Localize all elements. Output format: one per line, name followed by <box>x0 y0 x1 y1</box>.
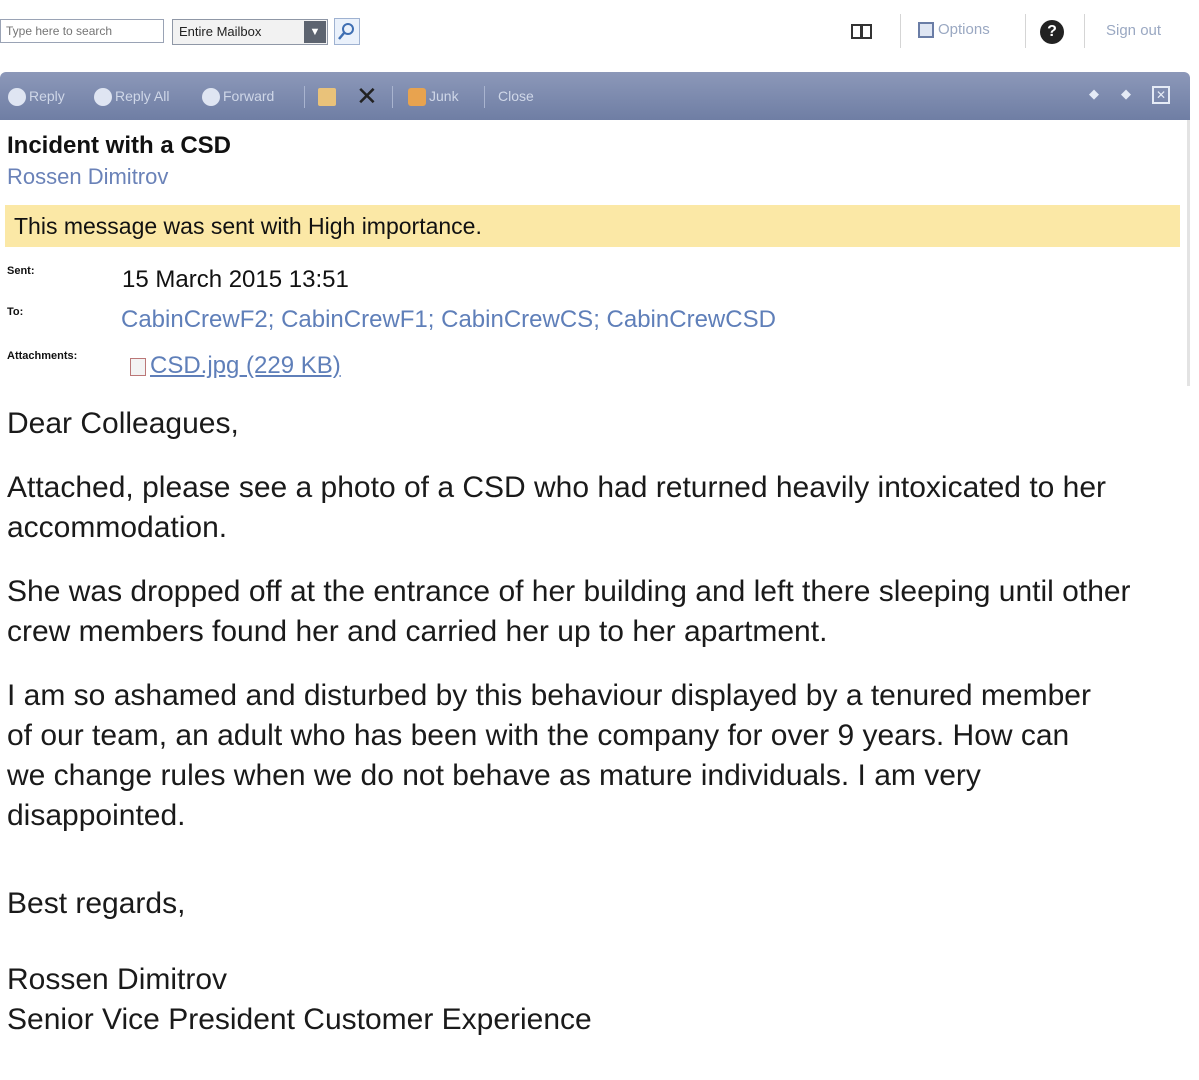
address-book-icon[interactable] <box>850 22 874 42</box>
reply-all-button[interactable] <box>94 84 169 108</box>
image-file-icon <box>130 358 146 376</box>
sent-value: 15 March 2015 13:51 <box>122 266 349 293</box>
message-sender[interactable]: Rossen Dimitrov <box>7 164 169 189</box>
divider <box>1084 14 1085 48</box>
divider <box>484 86 485 108</box>
junk-button[interactable] <box>408 84 459 108</box>
search-button[interactable] <box>334 18 360 45</box>
recipient-separator: ; <box>593 306 607 333</box>
search-scope-select[interactable] <box>172 19 328 45</box>
junk-icon <box>408 88 426 106</box>
close-label: Close <box>498 88 534 104</box>
attachment-link[interactable] <box>130 352 341 380</box>
options-link[interactable] <box>918 21 990 57</box>
message-toolbar <box>0 72 1190 120</box>
forward-icon <box>202 88 220 106</box>
sent-label: Sent: <box>7 265 35 277</box>
recipient-separator: ; <box>427 306 442 333</box>
previous-item-icon[interactable]: ◆ <box>1089 86 1099 101</box>
sign-out-link[interactable]: Sign out <box>1106 22 1162 39</box>
move-to-folder-icon <box>318 88 336 106</box>
recipient-link[interactable]: CabinCrewCSD <box>606 306 776 333</box>
body-paragraph-3: I am so ashamed and disturbed by this behaviour displayed by a tenured member of our team, an adult who has been with the company for over 9 years. How can we change rules when we do not behave as mature individuals. I am very disappointed. <box>7 679 1091 832</box>
body-paragraph-2: She was dropped off at the entrance of her building and left there sleeping until other crew members found her and carried her up to her apartment. <box>7 575 1131 648</box>
recipient-link[interactable]: CabinCrewF1 <box>281 306 428 333</box>
junk-label: Junk <box>429 88 459 104</box>
recipient-separator: ; <box>267 306 282 333</box>
chevron-down-icon[interactable]: ▼ <box>304 21 326 43</box>
to-label: To: <box>7 306 24 318</box>
close-icon[interactable]: ✕ <box>1152 86 1170 104</box>
top-bar <box>0 0 1199 66</box>
forward-label: Forward <box>223 88 275 104</box>
forward-button[interactable] <box>202 84 274 108</box>
reply-button[interactable] <box>8 84 65 108</box>
next-item-icon[interactable]: ◆ <box>1121 86 1131 101</box>
search-scope-value: Entire Mailbox <box>179 24 262 39</box>
closing: Best regards, <box>7 887 186 920</box>
reply-all-icon <box>94 88 112 106</box>
divider <box>392 86 393 108</box>
recipient-link[interactable]: CabinCrewCS <box>441 306 594 333</box>
help-icon[interactable]: ? <box>1040 20 1064 44</box>
attachments-label: Attachments: <box>7 350 78 362</box>
move-button[interactable] <box>318 84 339 108</box>
body-paragraph-1: Attached, please see a photo of a CSD who had returned heavily intoxicated to her accommodation. <box>7 471 1107 544</box>
attachment-name: CSD.jpg (229 KB) <box>150 352 341 379</box>
recipient-list <box>121 306 776 334</box>
importance-banner: This message was sent with High importance. <box>5 205 1180 247</box>
search-icon <box>335 19 359 44</box>
divider <box>900 14 901 48</box>
header-scrollbar[interactable] <box>1187 120 1190 386</box>
divider <box>304 86 305 108</box>
search-input[interactable] <box>0 19 164 43</box>
recipient-link[interactable]: CabinCrewF2 <box>121 306 268 333</box>
delete-icon[interactable]: ✕ <box>356 81 378 111</box>
options-icon <box>918 22 934 38</box>
reply-label: Reply <box>29 88 65 104</box>
message-subject: Incident with a CSD <box>7 132 232 159</box>
reply-icon <box>8 88 26 106</box>
close-button[interactable] <box>498 84 534 108</box>
signature-name: Rossen Dimitrov <box>7 963 228 996</box>
options-label: Options <box>938 21 990 38</box>
signature-title: Senior Vice President Customer Experience <box>7 1003 592 1036</box>
reply-all-label: Reply All <box>115 88 170 104</box>
divider <box>1025 14 1026 48</box>
body-greeting: Dear Colleagues, <box>7 407 239 440</box>
